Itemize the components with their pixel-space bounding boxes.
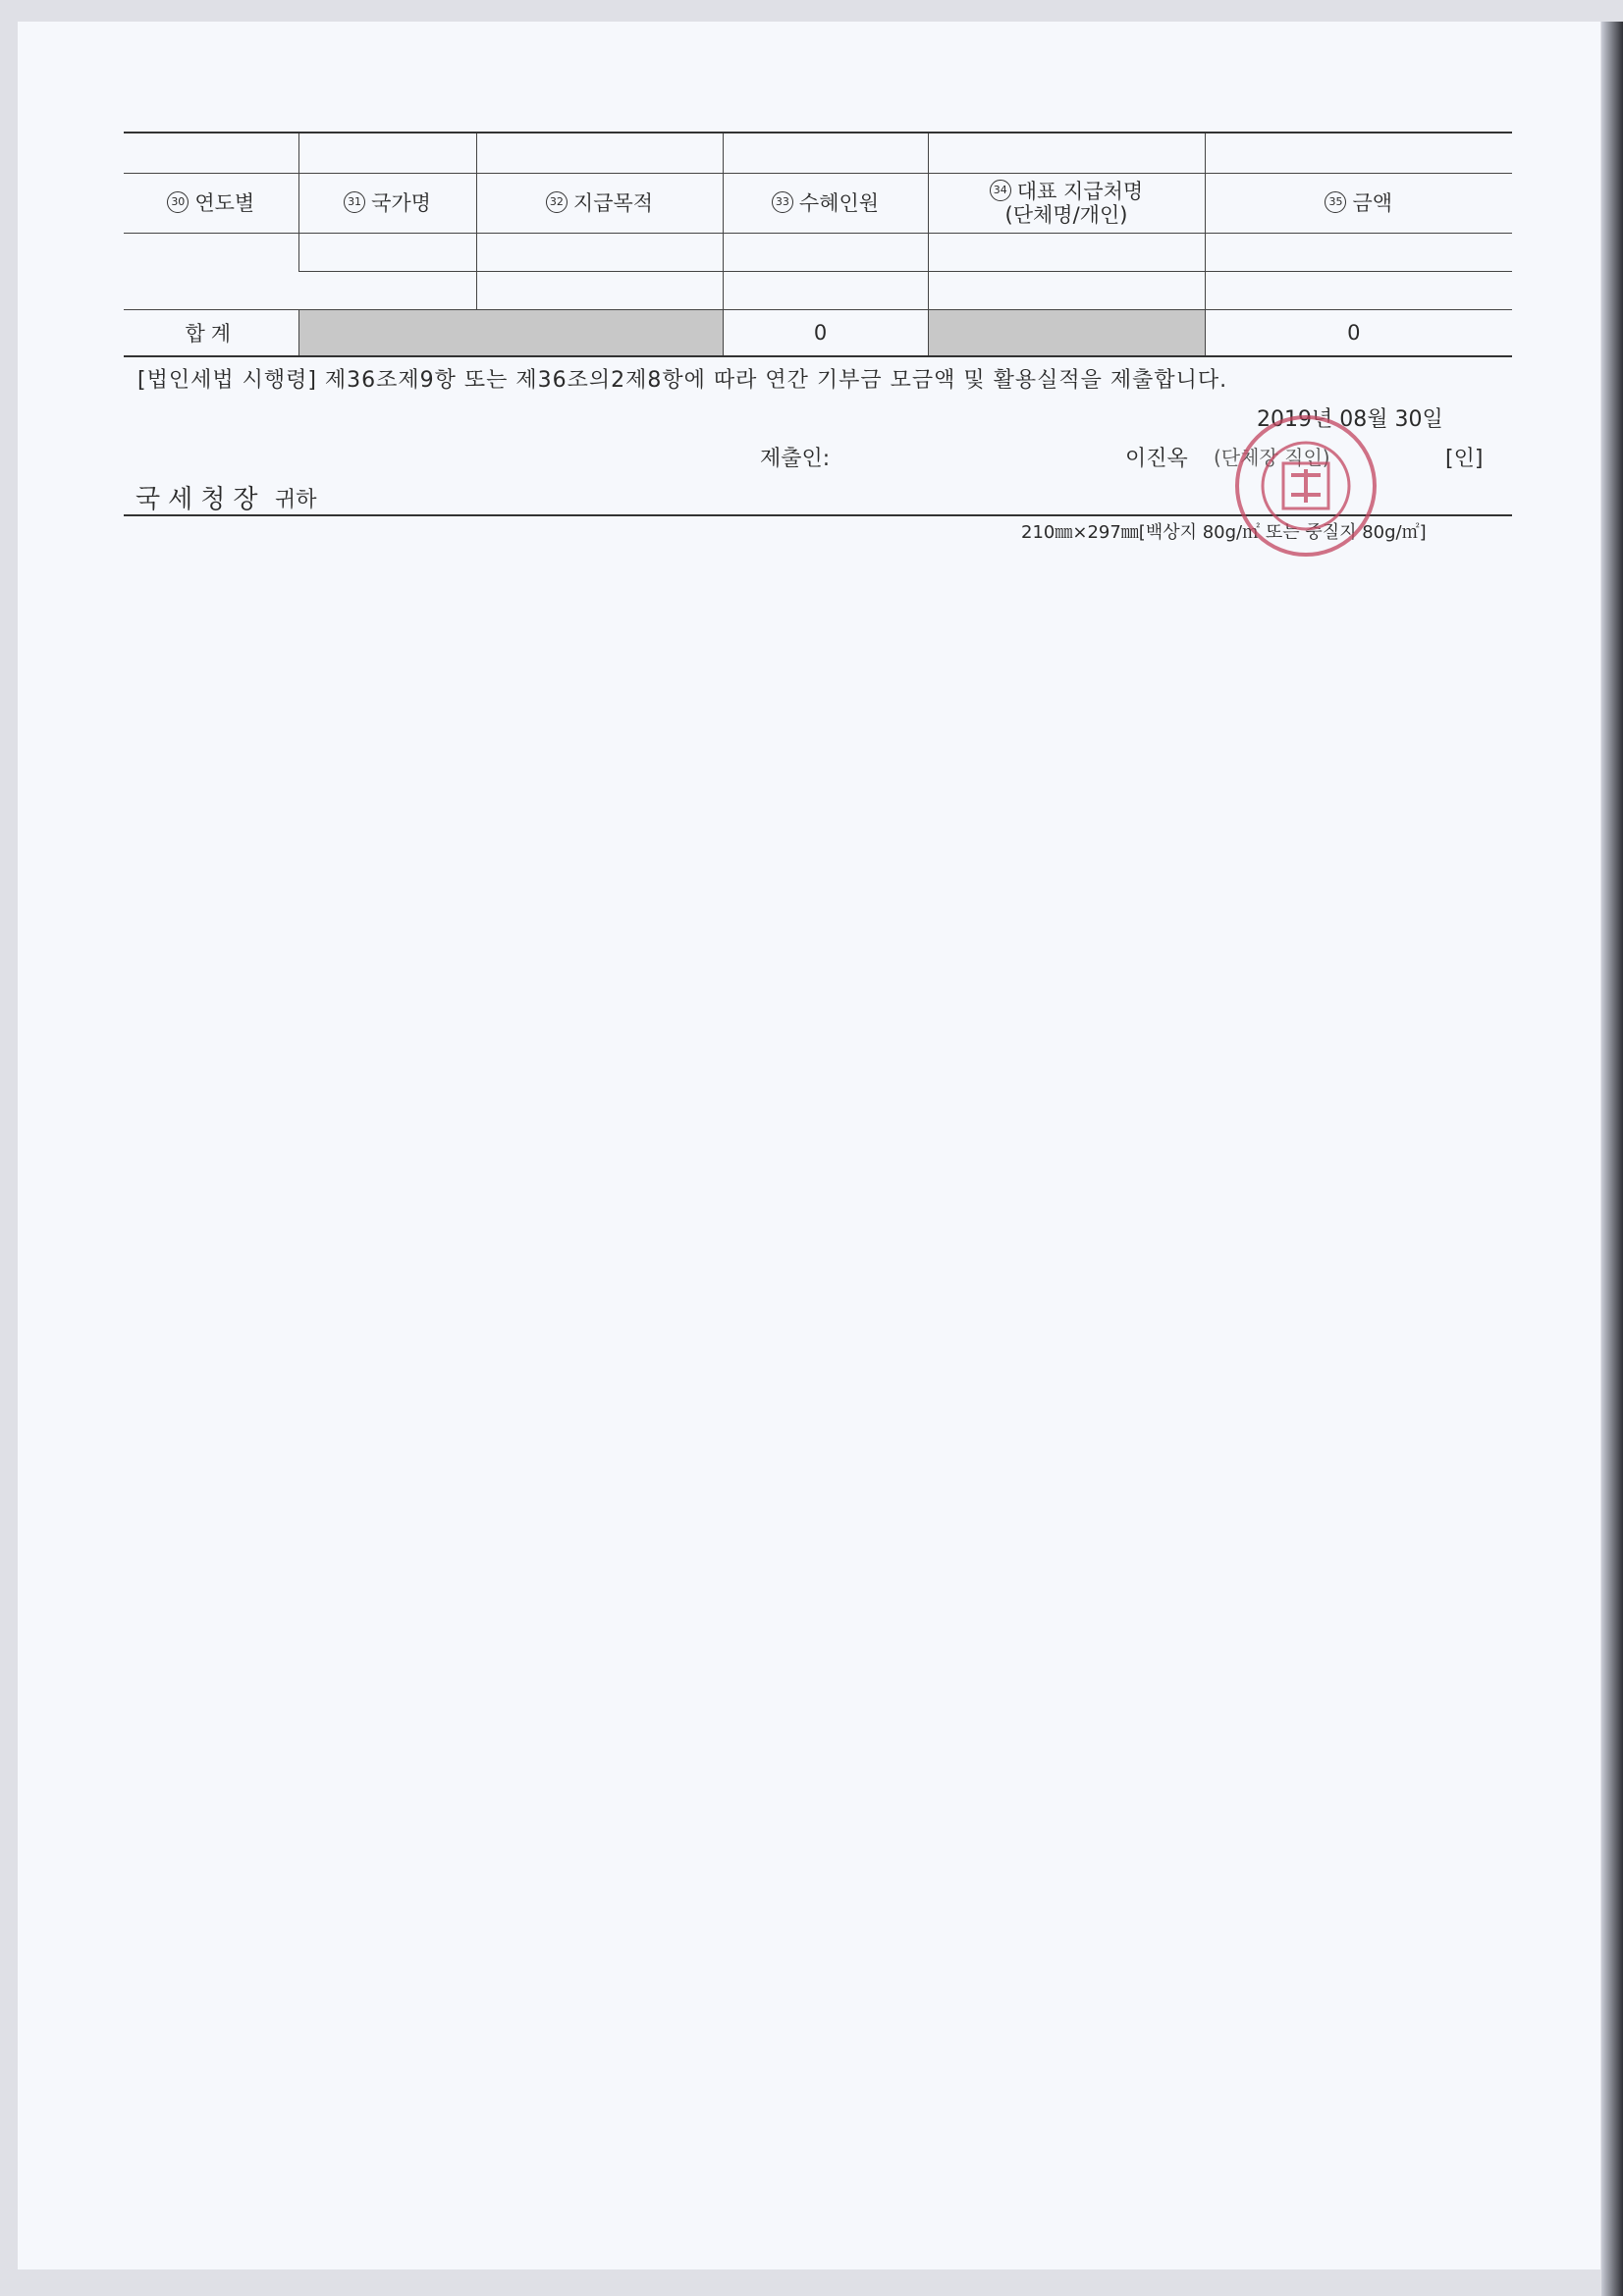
table-row: [124, 133, 1512, 174]
header-country: 31 국가명: [298, 174, 476, 234]
header-recipient: 34 대표 지급처명 (단체명/개인): [928, 174, 1205, 234]
representative-seal-note: (단체장 직인): [1214, 446, 1330, 469]
total-label: 합계: [124, 310, 298, 357]
header-purpose: 32 지급목적: [476, 174, 723, 234]
header-amount: 35 금액: [1205, 174, 1512, 234]
total-amount: 0: [1205, 310, 1512, 357]
scan-edge-shadow: [1601, 22, 1623, 2296]
shaded-cell: [928, 310, 1205, 357]
overseas-donation-table: [124, 132, 1512, 357]
seal-placeholder: [인]: [1445, 447, 1484, 471]
table-row: [124, 272, 1512, 310]
official-seal-stamp-icon: [1232, 412, 1380, 560]
total-beneficiaries: 0: [723, 310, 928, 357]
submission-date: 2019년 08월 30일: [1257, 407, 1443, 432]
submission-notice: [법인세법 시행령] 제36조제9항 또는 제36조의2제8항에 따라 연간 기부금 모금액 및 활용실적을 제출합니다.: [137, 368, 1228, 393]
table-total-row: [124, 310, 1512, 357]
shaded-cell: [298, 310, 723, 357]
table-header-row: [124, 174, 1512, 234]
table-row: [124, 234, 1512, 272]
header-beneficiaries: 33 수혜인원: [723, 174, 928, 234]
submitter-label: 제출인:: [760, 447, 831, 471]
seal-glyph-lines: [1291, 469, 1321, 503]
addressee-suffix: 귀하: [275, 488, 317, 512]
document-page: [18, 22, 1600, 2269]
header-year: 30 연도별: [124, 174, 298, 234]
submitter-name: 이진옥: [1125, 447, 1188, 471]
addressee-name: 국세청장: [135, 485, 266, 514]
paper-spec: 210㎜×297㎜[백상지 80g/㎡ 또는 중질지 80g/㎡]: [1021, 522, 1427, 543]
